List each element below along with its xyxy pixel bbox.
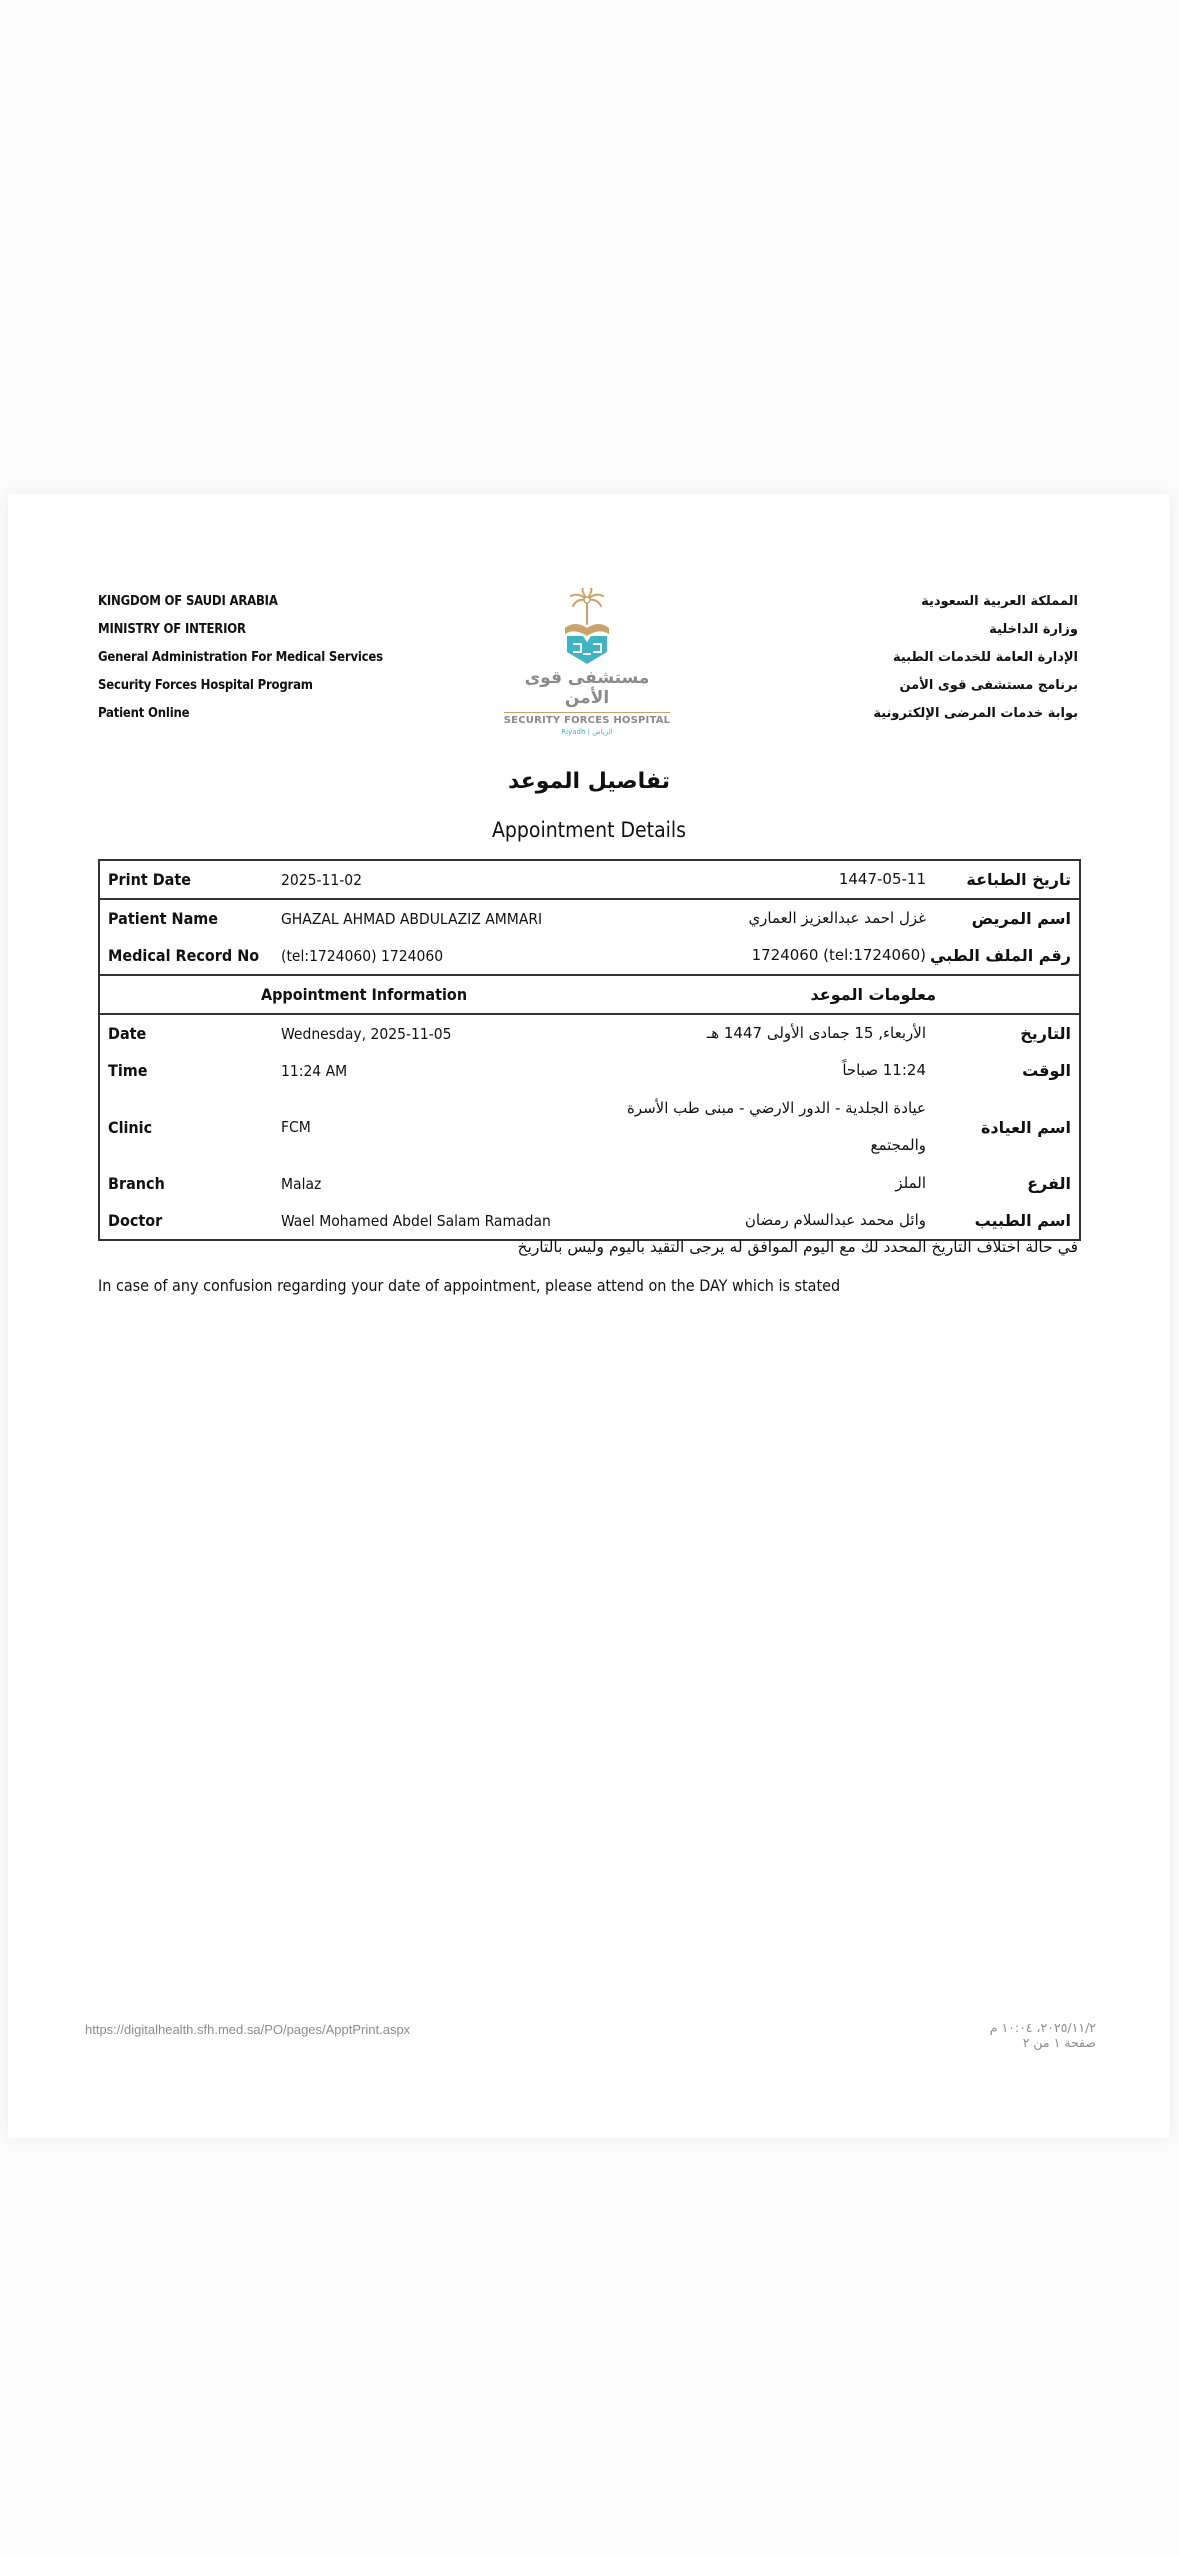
clinic-value-ar: عيادة الجلدية - الدور الارضي - مبنى طب الأسرة والمجتمع (626, 1099, 926, 1154)
header-line-kingdom: KINGDOM OF SAUDI ARABIA (98, 594, 278, 609)
patient-name-value-ar: غزل احمد عبدالعزيز العماري (748, 909, 926, 927)
table-row-time (100, 1052, 1079, 1089)
date-label: Date (108, 1024, 147, 1043)
clinic-label: Clinic (108, 1117, 153, 1137)
table-row-print-date (100, 861, 1079, 898)
table-row-date (100, 1015, 1079, 1052)
header-line-portal-ar: بوابة خدمات المرضى الإلكترونية (873, 706, 1078, 721)
branch-value: Malaz (281, 1174, 322, 1193)
clinic-value: FCM (281, 1118, 311, 1136)
date-value-ar: الأربعاء, 15 جمادى الأولى 1447 هـ (706, 1024, 926, 1042)
table-row-medical-record (100, 937, 1079, 974)
logo-emblem-icon (559, 588, 615, 666)
logo-arabic-name: مستشفى قوى الأمن (524, 668, 650, 708)
page-title-english: Appointment Details (491, 818, 686, 842)
header-line-administration: General Administration For Medical Services (98, 650, 383, 665)
printed-page (8, 494, 1170, 2138)
appointment-info-heading-section (100, 976, 1079, 1015)
print-date-label-ar: تاريخ الطباعة (966, 870, 1071, 889)
medical-record-value-ar[interactable]: (tel:1724060) 1724060 (751, 946, 926, 964)
doctor-label: Doctor (108, 1211, 163, 1230)
header-line-program: Security Forces Hospital Program (98, 678, 313, 693)
patient-name-value: GHAZAL AHMAD ABDULAZIZ AMMARI (281, 909, 543, 928)
appointment-details-table (98, 859, 1081, 1241)
confusion-note-english: In case of any confusion regarding your date of appointment, please attend on the DAY which is stated (98, 1276, 841, 1295)
appointment-info-heading-ar: معلومات الموعد (810, 985, 936, 1004)
footer-print-info (990, 2020, 1096, 2050)
header-line-administration-ar: الإدارة العامة للخدمات الطبية (892, 650, 1078, 665)
doctor-value-ar: وائل محمد عبدالسلام رمضان (744, 1211, 926, 1229)
time-label: Time (108, 1061, 148, 1080)
clinic-label-ar: اسم العيادة (980, 1117, 1071, 1137)
date-label-ar: التاريخ (1020, 1024, 1071, 1043)
hospital-logo (502, 588, 672, 736)
time-value: 11:24 AM (281, 1061, 348, 1080)
header-line-portal: Patient Online (98, 706, 190, 721)
patient-name-label: Patient Name (108, 909, 219, 928)
print-date-value-hijri: 1447-05-11 (838, 870, 926, 888)
doctor-label-ar: اسم الطبيب (974, 1211, 1071, 1230)
branch-label: Branch (108, 1174, 165, 1193)
medical-record-value[interactable]: (tel:1724060) 1724060 (281, 946, 444, 965)
footer-page-url: https://digitalhealth.sfh.med.sa/PO/pages/ApptPrint.aspx (85, 2022, 411, 2037)
header-arabic-block (873, 588, 1078, 728)
table-row-appointment-heading (100, 976, 1079, 1013)
appointment-section (100, 1015, 1079, 1239)
print-date-label: Print Date (108, 870, 192, 889)
print-date-value: 2025-11-02 (281, 870, 363, 889)
logo-english-name: SECURITY FORCES HOSPITAL (504, 712, 670, 727)
header-line-kingdom-ar: المملكة العربية السعودية (921, 594, 1078, 609)
confusion-note-arabic: في حالة اختلاف التاريخ المحدد لك مع اليوم الموافق له يرجى التقيد باليوم وليس بالتاريخ (517, 1238, 1078, 1256)
appointment-info-heading: Appointment Information (260, 985, 468, 1004)
header-english-block (98, 588, 383, 728)
table-row-clinic (100, 1089, 1079, 1165)
date-value: Wednesday, 2025-11-05 (281, 1024, 452, 1043)
logo-city: Riyadh | الرياض (561, 728, 613, 736)
table-row-branch (100, 1165, 1079, 1202)
branch-label-ar: الفرع (1027, 1174, 1071, 1193)
header-line-ministry: MINISTRY OF INTERIOR (98, 622, 246, 637)
table-row-doctor (100, 1202, 1079, 1239)
print-date-section (100, 861, 1079, 900)
header-line-ministry-ar: وزارة الداخلية (989, 622, 1078, 637)
footer-print-datetime: ٢‏/١١‏/٢٠٢٥، ١٠:٠٤ م (989, 2020, 1096, 2035)
footer-page-number: صفحة ١ من ٢ (1022, 2035, 1096, 2050)
table-row-patient-name (100, 900, 1079, 937)
time-label-ar: الوقت (1022, 1061, 1071, 1080)
patient-name-label-ar: اسم المريض (971, 909, 1071, 928)
branch-value-ar: الملز (895, 1174, 926, 1192)
page-title-arabic: تفاصيل الموعد (508, 769, 670, 794)
header-line-program-ar: برنامج مستشفى قوى الأمن (899, 678, 1078, 693)
patient-section (100, 900, 1079, 976)
doctor-value: Wael Mohamed Abdel Salam Ramadan (281, 1211, 551, 1230)
medical-record-label: Medical Record No (108, 946, 260, 965)
medical-record-label-ar: رقم الملف الطبي (930, 946, 1071, 965)
time-value-ar: 11:24 صباحاً (842, 1061, 926, 1079)
